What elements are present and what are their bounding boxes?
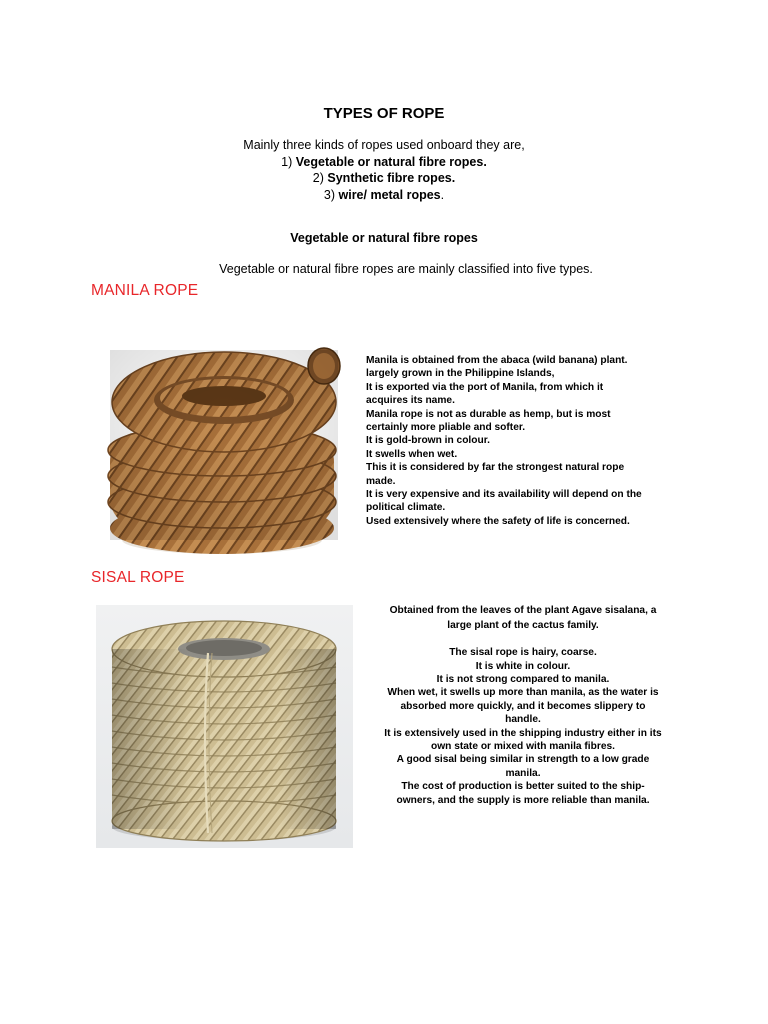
manila-line: It swells when wet. (366, 448, 458, 460)
rope-type-label: Synthetic fibre ropes. (327, 171, 456, 185)
sisal-line: own state or mixed with manila fibres. (431, 741, 615, 753)
sisal-line: A good sisal being similar in strength to a low grade (396, 754, 650, 766)
intro-block (0, 137, 768, 203)
manila-rope-title: MANILA ROPE (91, 282, 199, 299)
manila-rope-photo (92, 320, 352, 564)
sisal-line: It is extensively used in the shipping industry either in its (384, 727, 662, 739)
manila-line: It is gold-brown in colour. (366, 435, 490, 447)
manila-line: It is very expensive and its availability will depend on the (366, 489, 642, 501)
section-heading: Vegetable or natural fibre ropes (290, 231, 478, 245)
paragraph-gap (363, 633, 683, 646)
sisal-rope-photo (96, 605, 353, 848)
section-intro: Vegetable or natural fibre ropes are mainly classified into five types. (219, 262, 593, 276)
intro-lead: Mainly three kinds of ropes used onboard they are, (243, 138, 525, 152)
sisal-description (363, 604, 683, 807)
manila-line: Used extensively where the safety of life is concerned. (366, 515, 630, 527)
rope-type-item-2 (0, 170, 768, 187)
manila-line: It is exported via the port of Manila, from which it (366, 381, 604, 393)
page-title: TYPES OF ROPE (323, 105, 445, 122)
manila-line: largely grown in the Philippine Islands, (366, 368, 555, 380)
sisal-line: When wet, it swells up more than manila, as the water is (387, 687, 659, 699)
sisal-line: The cost of production is better suited to the ship- (401, 781, 645, 793)
sisal-rope-title: SISAL ROPE (91, 569, 185, 586)
sisal-line: owners, and the supply is more reliable than manila. (396, 794, 650, 806)
manila-description (366, 354, 686, 528)
manila-line: acquires its name. (366, 395, 455, 407)
rope-type-item-1 (0, 154, 768, 171)
manila-line: made. (366, 475, 396, 487)
rope-type-number: 1) (281, 154, 293, 169)
sisal-line: Obtained from the leaves of the plant Agave sisalana, a (389, 605, 657, 616)
rope-type-number: 3) (323, 187, 336, 202)
rope-type-label: wire/ metal ropes (338, 187, 441, 202)
rope-type-number: 2) (312, 171, 324, 185)
manila-line: Manila rope is not as durable as hemp, but is most (366, 408, 611, 420)
sisal-line: The sisal rope is hairy, coarse. (449, 647, 597, 659)
rope-type-suffix: . (440, 187, 445, 202)
sisal-line: manila. (505, 767, 541, 779)
manila-line: This it is considered by far the strongest natural rope (366, 462, 625, 474)
rope-type-label: Vegetable or natural fibre ropes. (295, 154, 487, 169)
sisal-line: handle. (505, 714, 541, 726)
sisal-line: large plant of the cactus family. (447, 620, 599, 632)
manila-line: certainly more pliable and softer. (366, 422, 526, 434)
rope-type-item-3 (0, 187, 768, 204)
manila-line: Manila is obtained from the abaca (wild banana) plant. (366, 355, 628, 366)
sisal-line: absorbed more quickly, and it becomes slippery to (400, 700, 646, 712)
sisal-line: It is not strong compared to manila. (436, 674, 610, 686)
sisal-line: It is white in colour. (475, 660, 571, 672)
manila-line: political climate. (366, 502, 446, 514)
